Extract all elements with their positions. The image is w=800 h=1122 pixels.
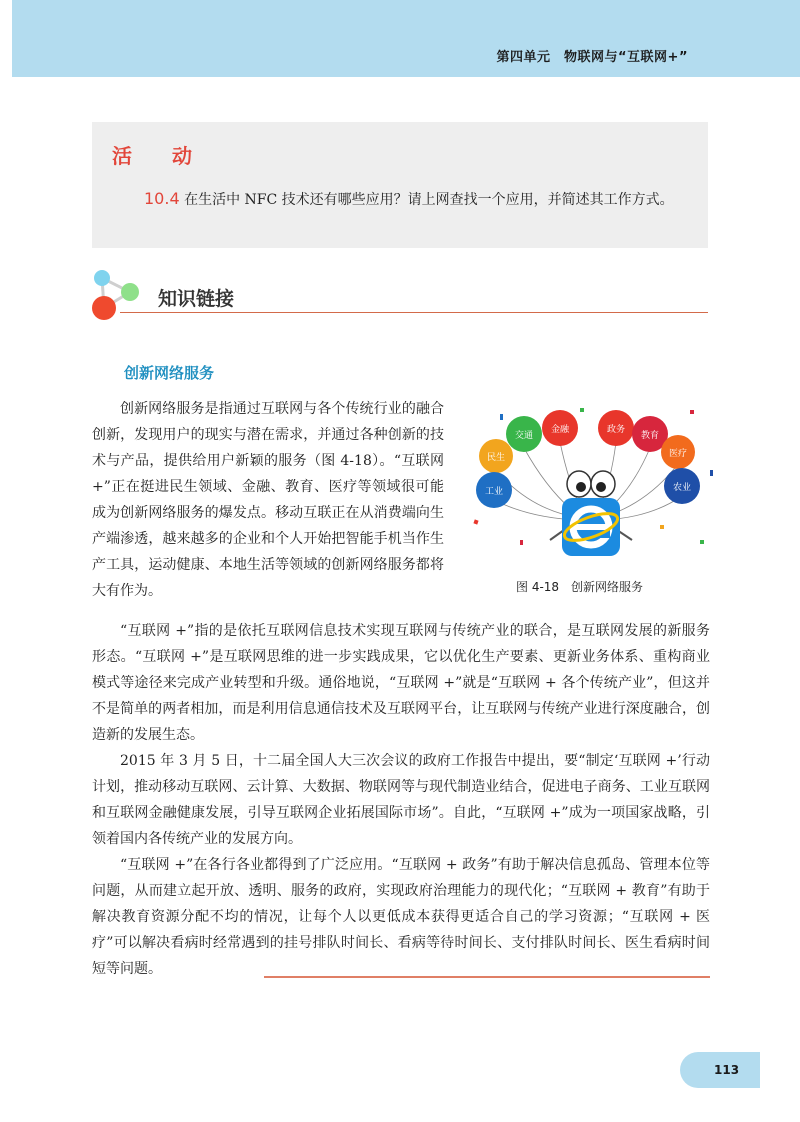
section-title: 创新网络服务	[124, 364, 215, 382]
balloon-label: 农业	[672, 483, 692, 493]
balloon-label: 交通	[514, 431, 534, 441]
knowledge-divider	[120, 312, 708, 313]
paragraph-applications: “互联网 +”在各行各业都得到了广泛应用。“互联网 + 政务”有助于解决信息孤岛、管理本位等问题，从而建立起开放、透明、服务的政府，实现政府治理能力的现代化；“互联网 + 教育”有助于解决教育资源分配不均的情况，让每个人以更低成本获得更适合自己的学习资源；“互联网 + 医疗”可以解决看病时经常遇到的挂号排队时间长、看病等待时间长、支付排队时间长、医生看病时间短等问题。	[92, 857, 710, 977]
balloon-label: 工业	[484, 487, 504, 497]
unit-title: 第四单元 物联网与“互联网+”	[496, 50, 688, 65]
paragraph-intro: 创新网络服务是指通过互联网与各个传统行业的融合创新，发现用户的现实与潜在需求，并通过各种创新的技术与产品，提供给用户新颖的服务（图 4-18）。“互联网 +”正在挺进民生领域、金融、教育、医疗等领域很可能成为创新网络服务的爆发点。移动互联正在从消费端向生产端渗透，越来越多的企业和个人开始把智能手机当作生产工具，运动健康、本地生活等领域的创新网络服务都将大有作为。	[92, 401, 444, 599]
activity-title: 活 动	[112, 144, 202, 168]
balloon-label: 金融	[550, 425, 570, 435]
balloon-label: 政务	[606, 425, 626, 435]
page-number: 113	[714, 1063, 740, 1077]
activity-box	[92, 122, 708, 248]
innovation-figure	[460, 400, 722, 568]
molecule-icon	[90, 266, 154, 326]
footer-divider	[264, 976, 710, 978]
activity-number: 10.4	[144, 189, 180, 208]
knowledge-title: 知识链接	[158, 288, 235, 310]
activity-text	[116, 186, 696, 213]
balloon-label: 教育	[640, 431, 660, 441]
paragraph-internet-plus-definition: “互联网 +”指的是依托互联网信息技术实现互联网与传统产业的联合，是互联网发展的新服务形态。“互联网 +”是互联网思维的进一步实践成果，它以优化生产要素、更新业务体系、重构商业模式等途径来完成产业转型和升级。通俗地说，“互联网 +”就是“互联网 + 各个传统产业”，但这并不是简单的两者相加，而是利用信息通信技术及互联网平台，让互联网与传统产业进行深度融合，创造新的发展生态。	[92, 623, 710, 743]
activity-question: 在生活中 NFC 技术还有哪些应用？请上网查找一个应用，并简述其工作方式。	[184, 192, 674, 208]
knowledge-link-header	[90, 266, 710, 326]
figure-illustration	[460, 400, 722, 568]
figure-caption: 图 4-18 创新网络服务	[516, 580, 644, 594]
paragraph-national-strategy: 2015 年 3 月 5 日，十二届全国人大三次会议的政府工作报告中提出，要“制定‘互联网 +’行动计划，推动移动互联网、云计算、大数据、物联网等与现代制造业结合，促进电子商务、工业互联网和互联网金融健康发展，引导互联网企业拓展国际市场”。自此，“互联网 +”成为一项国家战略，引领着国内各传统产业的发展方向。	[92, 753, 710, 847]
balloon-label: 医疗	[668, 449, 688, 459]
header-band	[12, 0, 800, 77]
e-mascot	[550, 471, 632, 556]
balloon-label: 民生	[486, 453, 506, 463]
